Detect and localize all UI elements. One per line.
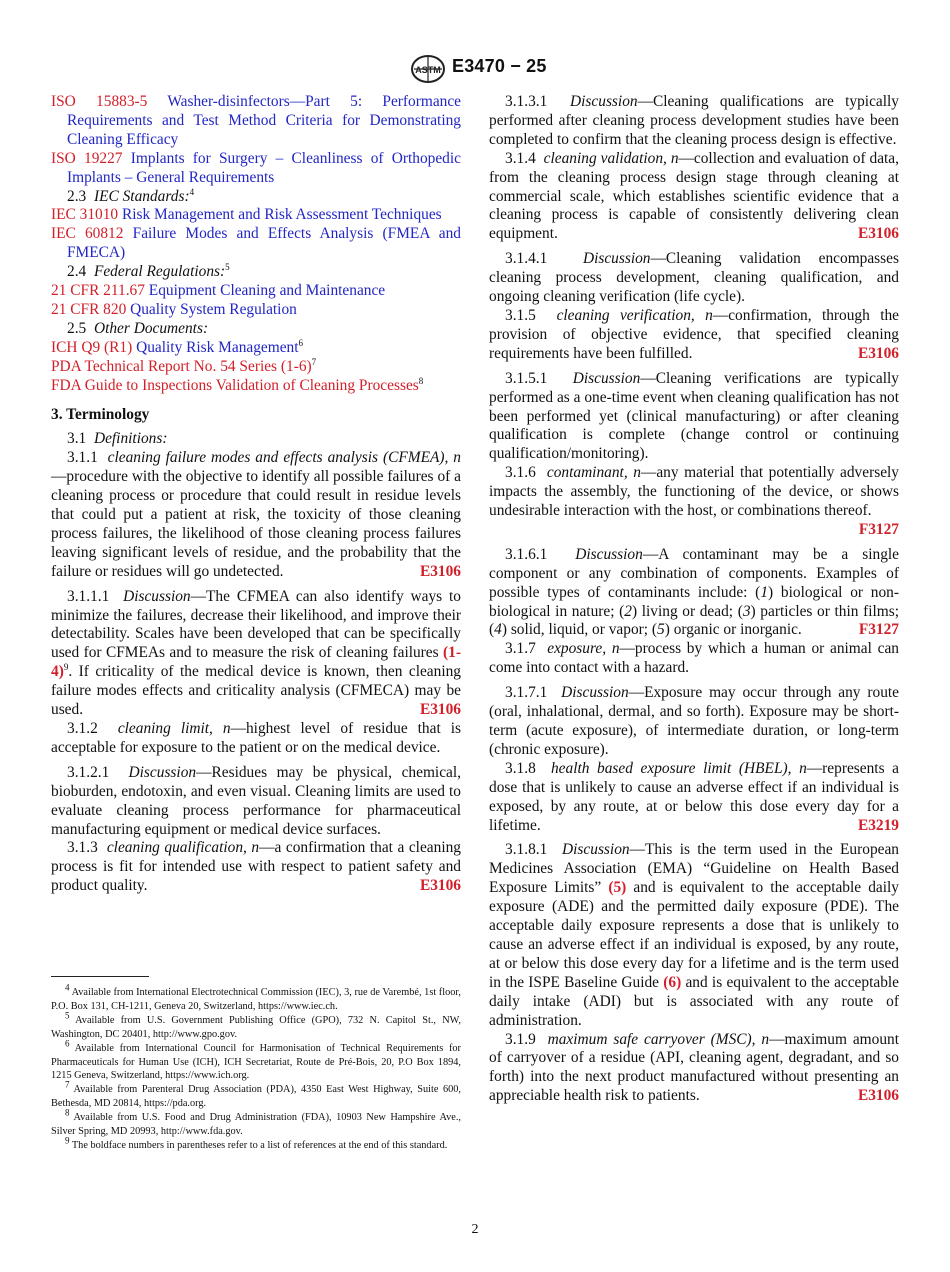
page-header	[0, 54, 950, 84]
discussion-3-1-2-1: 3.1.2.1 Discussion—Residues may be physical, chemical, bioburden, endotoxin, and even visual. Cleaning limits are used to evaluate cleaning process performance for pharmaceutical manufacturing equipment or medical device surfaces.	[51, 763, 461, 838]
std-link[interactable]: F3127	[858, 520, 899, 538]
ref-code-link[interactable]: ICH Q9 (R1)	[51, 338, 133, 356]
discussion-3-1-5-1: 3.1.5.1 Discussion—Cleaning verifications are typically performed as a one-time event when cleaning qualification has not been performed yet (clinical manufacturing) or after cleaning qualification is complete (change control or continuing qualification/monitoring).	[489, 369, 899, 463]
astm-logo-icon	[410, 54, 446, 84]
std-link[interactable]: E3106	[857, 225, 899, 243]
footnote-8: $^8$ Available from U.S. Food and Drug Administration (FDA), 10903 New Hampshire Ave., Silver Spring, MD 20993, http://www.fda.gov.	[51, 1107, 461, 1138]
discussion-3-1-3-1: 3.1.3.1 Discussion—Cleaning qualifications are typically performed after cleaning process development studies have been completed to confirm that the cleaning process design is effective.	[489, 93, 899, 148]
ref-title-link[interactable]: Quality System Regulation	[130, 300, 297, 318]
page-number: 2	[471, 1222, 479, 1237]
ref-title-link[interactable]: Failure Modes and Effects Analysis (FMEA and FMECA)	[67, 225, 461, 262]
ref-title-link[interactable]: Quality Risk Management	[136, 338, 299, 356]
ref-code-link[interactable]: 21 CFR 820	[51, 300, 127, 318]
citation-link[interactable]: (1-4)	[51, 644, 461, 681]
footnote-9: $^9$ The boldface numbers in parentheses refer to a list of references at the end of this standard.	[65, 1135, 448, 1151]
right-column	[489, 93, 899, 1106]
definition-3-1-5: 3.1.5 cleaning verification, n—confirmation, through the provision of objective evidence, that specified cleaning requirements have been fulfilled. E3106	[489, 306, 900, 362]
ref-iso-15883-5	[51, 93, 461, 150]
ref-iso-19227	[51, 150, 461, 188]
ref-fda-guide: FDA Guide to Inspections Validation of Cleaning Processes$^8$	[51, 375, 424, 394]
footnote-4: $^4$ Available from International Electrotechnical Commission (IEC), 3, rue de Varembé, 1st floor, P.O. Box 131, CH-1211, Geneva 20, Switzerland, https://www.iec.ch.	[51, 982, 461, 1012]
ref-title-link[interactable]: Implants for Surgery – Cleanliness of Orthopedic Implants – General Requirements	[67, 149, 461, 186]
footnote-7: $^7$ Available from Parenteral Drug Association (PDA), 4350 East West Highway, Suite 600, Bethesda, MD 20814, https://pda.org.	[51, 1079, 461, 1110]
std-link[interactable]: F3127	[858, 621, 899, 639]
footnotes	[51, 976, 461, 1153]
standard-designation: E3470 − 25	[452, 56, 547, 76]
definition-3-1-8: 3.1.8 health based exposure limit (HBEL), n—represents a dose that is unlikely to cause an adverse effect if an individual is exposed, by any route, at or below this dose every day for a lifetime. E3219	[489, 759, 899, 834]
definitions-heading: 3.1 Definitions:	[67, 430, 168, 448]
discussion-3-1-4-1: 3.1.4.1 Discussion—Cleaning validation encompasses cleaning process development, cleaning qualification, and ongoing cleaning verification (life cycle).	[489, 250, 899, 306]
ref-iec-31010	[51, 206, 461, 225]
definition-3-1-3: 3.1.3 cleaning qualification, n—a confirmation that a cleaning process is fit for intended use with respect to patient safety and product quality. E3106	[51, 839, 461, 895]
citation-link[interactable]: (5)	[608, 879, 627, 897]
std-link[interactable]: E3106	[419, 562, 461, 580]
definition-3-1-1: 3.1.1 cleaning failure modes and effects analysis (CFMEA), n—procedure with the objective to identify all possible failures of a cleaning process or procedure that could result in residue levels that could put a patient at risk, the toxicity of those cleaning process failures, the likelihood of those cleaning process failures leaving significant levels of residue, and the probability that the failure or residues will go undetected. E3106	[51, 449, 461, 580]
iec-heading: 2.3 IEC Standards:$^4$	[67, 186, 195, 205]
ref-code-link[interactable]: ISO 15883-5	[51, 93, 148, 110]
discussion-3-1-1-1: 3.1.1.1 Discussion—The CFMEA can also identify ways to minimize the failures, decrease their likelihood, and improve their detectability. Scales have been developed that can be specifically used for CFMEAs and to measure the risk of cleaning failures $(1-4)^9$. If criticality of the medical device is known, then cleaning failure modes effects and criticality analysis (CFMECA) may be used. E3106	[51, 587, 461, 719]
ref-cfr-211-67	[51, 282, 461, 301]
discussion-3-1-7-1: 3.1.7.1 Discussion—Exposure may occur through any route (oral, inhalational, dermal, and so forth). Exposure may be short-term (acute exposure), of intermediate duration, or long-term (chronic exposure).	[489, 684, 900, 758]
definition-3-1-9: 3.1.9 maximum safe carryover (MSC), n—maximum amount of carryover of a residue (API, cleaning agent, degradant, and so forth) into the next product manufactured without presenting an appreciable health risk to patients. E3106	[489, 1030, 899, 1105]
footnote-5: $^5$ Available from U.S. Government Publishing Office (GPO), 732 N. Capitol St., NW, Washington, DC 20401, http://www.gpo.gov.	[51, 1010, 461, 1040]
ref-code-link[interactable]: PDA Technical Report No. 54 Series (1-6)	[51, 357, 312, 375]
std-link[interactable]: E3106	[857, 1087, 899, 1105]
std-link[interactable]: E3106	[419, 877, 461, 895]
ref-pda-tr54: PDA Technical Report No. 54 Series $(1-6)^7$	[51, 356, 317, 375]
ref-ich-q9: ICH Q9 (R1) Quality Risk Management$^6$	[51, 337, 304, 356]
federal-heading: 2.4 Federal Regulations:$^5$	[67, 262, 230, 281]
citation-link[interactable]: (6)	[663, 973, 682, 991]
discussion-3-1-6-1: 3.1.6.1 Discussion—A contaminant may be a single component or any combination of components. Examples of possible types of contaminants include: (1) biological or non-biological in nature; (2) living or dead; (3) particles or thin films; (4) solid, liquid, or vapor; (5) organic or inorganic. F3127	[489, 545, 899, 639]
ref-code-link[interactable]: 21 CFR 211.67	[51, 282, 145, 300]
std-link[interactable]: E3106	[419, 701, 461, 719]
ref-iec-60812	[51, 225, 461, 263]
discussion-3-1-8-1: 3.1.8.1 Discussion—This is the term used in the European Medicines Association (EMA) “Guideline on Health Based Exposure Limits” (5) and is equivalent to the acceptable daily exposure (ADE) and the permitted daily exposure (PDE). The acceptable daily exposure represents a dose that is unlikely to cause an adverse effect if an individual is exposed, by any route, at or below this dose every day for a lifetime and is the term used in the ISPE Baseline Guide (6) and is equivalent to the acceptable daily intake (ADI) but is associated with any route of administration.	[489, 841, 899, 1029]
ref-code-link[interactable]: IEC 31010	[51, 206, 119, 224]
ref-code-link[interactable]: IEC 60812	[51, 225, 124, 243]
definition-3-1-4: 3.1.4 cleaning validation, n—collection and evaluation of data, from the cleaning process design stage through cleaning at commercial scale, which establishes scientific evidence that a cleaning process is capable of consistently delivering clean equipment. E3106	[489, 149, 899, 243]
other-docs-heading: 2.5 Other Documents:	[67, 319, 209, 337]
footnote-6: $^6$ Available from International Council for Harmonisation of Technical Requirements for Pharmaceuticals for Human Use (ICH), ICH Secretariat, Route de Pré-Bois, 20, P.O Box 1894, 1215 Geneva, Switzerland, https://www.ich.org.	[51, 1038, 461, 1082]
ref-code-link[interactable]: FDA Guide to Inspections Validation of Cleaning Processes	[51, 376, 419, 394]
ref-cfr-820	[51, 301, 461, 320]
definition-3-1-7: 3.1.7 exposure, n—process by which a human or animal can come into contact with a hazard.	[489, 640, 899, 677]
std-link[interactable]: E3106	[857, 344, 899, 362]
ref-code-link[interactable]: ISO 19227	[51, 149, 123, 167]
ref-title-link[interactable]: Risk Management and Risk Assessment Techniques	[121, 206, 442, 224]
ref-title-link[interactable]: Washer-disinfectors—Part 5: Performance Requirements and Test Method Criteria for Demonstrating Cleaning Efficacy	[67, 93, 462, 148]
ref-title-link[interactable]: Equipment Cleaning and Maintenance	[148, 282, 386, 300]
left-column	[51, 93, 461, 896]
section-heading-terminology: 3. Terminology	[51, 405, 150, 423]
std-link[interactable]: E3219	[857, 816, 899, 834]
definition-3-1-6: 3.1.6 contaminant, n—any material that potentially adversely impacts the assembly, the functioning of the device, or shows undesirable interaction with the host, or combinations thereof. F3127	[489, 464, 900, 538]
definition-3-1-2: 3.1.2 cleaning limit, n—highest level of residue that is acceptable for exposure to the patient or on the medical device.	[51, 720, 462, 756]
svg-text:ASTM: ASTM	[415, 65, 441, 75]
